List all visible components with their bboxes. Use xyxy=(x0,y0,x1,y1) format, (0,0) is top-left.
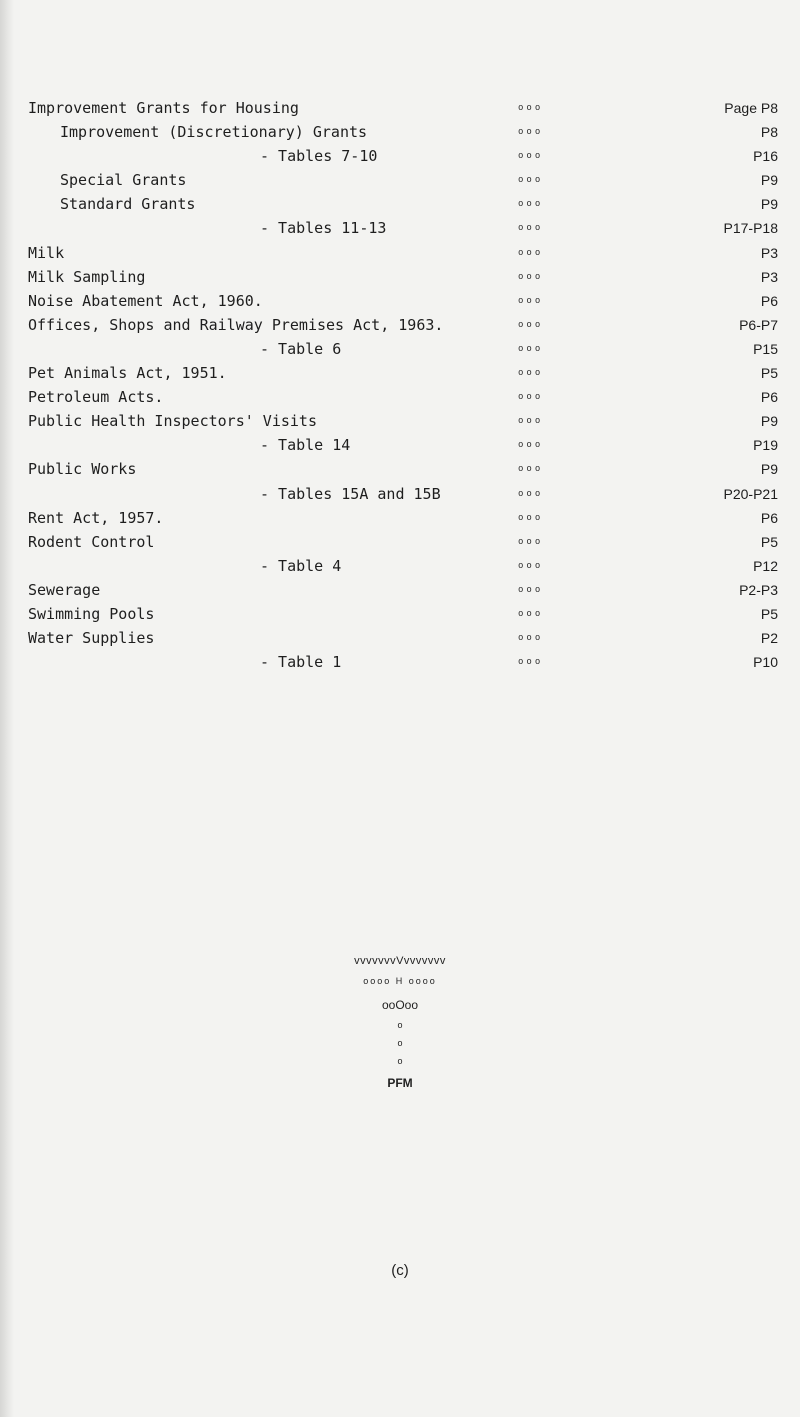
index-entry xyxy=(28,650,778,674)
page-number: P2-P3 xyxy=(739,581,778,598)
index-entry-page xyxy=(638,602,778,626)
index-entry xyxy=(28,168,778,192)
index-entry-page xyxy=(638,120,778,144)
leader-dots: ooo xyxy=(518,512,544,523)
index-entry-page xyxy=(638,554,778,578)
leader-dots: ooo xyxy=(518,368,544,379)
page-number: P17-P18 xyxy=(723,220,778,237)
index-entry xyxy=(28,506,778,530)
index-entry-page xyxy=(638,385,778,409)
page-number: P16 xyxy=(753,148,778,165)
ornament-initials: PFM xyxy=(387,1076,413,1090)
page-mark: (c) xyxy=(391,1262,409,1279)
page-number: P5 xyxy=(760,533,778,550)
page-number: P6-P7 xyxy=(739,316,778,333)
page-number: P20-P21 xyxy=(723,485,778,502)
leader-dots: ooo xyxy=(518,103,544,113)
index-entry xyxy=(28,554,778,578)
leader-dots: ooo xyxy=(518,151,544,162)
page-number: P9 xyxy=(760,413,778,430)
index-entry-label: Offices, Shops and Railway Premises Act, 1963. xyxy=(28,315,444,334)
index-entry-label: Rodent Control xyxy=(28,532,155,551)
index-entry-page xyxy=(638,361,778,385)
page-number: P3 xyxy=(760,244,778,261)
index-entry-label: - Table 1 xyxy=(260,653,342,672)
index-entry-page xyxy=(638,650,778,674)
page-number: P6 xyxy=(760,292,778,309)
index-entry-page xyxy=(638,337,778,361)
page-number: P15 xyxy=(753,340,778,357)
ornament-line-6: o xyxy=(397,1056,403,1066)
index-entry-label: Public Health Inspectors' Visits xyxy=(28,412,317,431)
index-entry xyxy=(28,385,778,409)
index-entry-page xyxy=(638,626,778,650)
index-entry-label: - Tables 15A and 15B xyxy=(260,484,441,503)
ornament-line-5: o xyxy=(397,1038,403,1048)
index-entry xyxy=(28,120,778,144)
page-number: P8 xyxy=(760,124,778,141)
index-entry-page xyxy=(638,216,778,240)
ornament-line-2: oooo H oooo xyxy=(363,976,437,986)
index-entry-label: Milk Sampling xyxy=(28,267,146,286)
index-entry-label: Public Works xyxy=(28,460,137,479)
index-entry-page xyxy=(638,192,778,216)
leader-dots: ooo xyxy=(518,271,544,282)
index-entry-label: Noise Abatement Act, 1960. xyxy=(28,291,263,310)
index-entry xyxy=(28,578,778,602)
page-number: P12 xyxy=(753,557,778,574)
index-entry-page xyxy=(638,265,778,289)
index-entry xyxy=(28,602,778,626)
page-number: P9 xyxy=(760,196,778,213)
index-entry xyxy=(28,361,778,385)
index-entry-label: - Table 14 xyxy=(260,436,351,455)
index-entry-label: - Table 6 xyxy=(260,339,342,358)
index-entry xyxy=(28,313,778,337)
index-entry xyxy=(28,192,778,216)
leader-dots: ooo xyxy=(518,223,544,234)
index-entry-page xyxy=(638,506,778,530)
index-entry-label: Water Supplies xyxy=(28,629,155,648)
index-list xyxy=(28,96,778,674)
index-entry-label: Milk xyxy=(28,243,65,262)
leader-dots: ooo xyxy=(518,488,544,499)
index-entry xyxy=(28,216,778,240)
index-entry-page xyxy=(638,313,778,337)
page-number: P6 xyxy=(760,389,778,406)
index-entry xyxy=(28,289,778,313)
leader-dots: ooo xyxy=(518,536,544,547)
index-entry-label: Swimming Pools xyxy=(28,604,155,623)
page-column-label: Page xyxy=(724,100,757,116)
leader-dots: ooo xyxy=(518,416,544,427)
index-entry xyxy=(28,482,778,506)
index-entry xyxy=(28,457,778,481)
leader-dots: ooo xyxy=(518,608,544,619)
index-entry xyxy=(28,265,778,289)
page-number: P19 xyxy=(753,437,778,454)
index-entry-page xyxy=(638,409,778,433)
index-entry-page xyxy=(638,168,778,192)
leader-dots: ooo xyxy=(518,392,544,403)
page-number: P8 xyxy=(760,100,778,116)
page-number: P3 xyxy=(760,268,778,285)
index-entry-page xyxy=(638,530,778,554)
page-number: P6 xyxy=(760,509,778,526)
page-number: P10 xyxy=(753,654,778,671)
index-entry-label: Petroleum Acts. xyxy=(28,388,164,407)
leader-dots: ooo xyxy=(518,560,544,571)
page-edge-shadow xyxy=(0,0,14,1417)
leader-dots: ooo xyxy=(518,657,544,668)
ornament-line-3: ooOoo xyxy=(381,998,419,1012)
index-entry-label: Pet Animals Act, 1951. xyxy=(28,364,227,383)
leader-dots: ooo xyxy=(518,295,544,306)
index-entry xyxy=(28,409,778,433)
index-entry-page xyxy=(638,457,778,481)
index-entry-page xyxy=(638,433,778,457)
leader-dots: ooo xyxy=(518,464,544,475)
index-entry-label: Standard Grants xyxy=(60,195,196,214)
page-number: P5 xyxy=(760,365,778,382)
index-entry-page xyxy=(638,96,778,120)
index-entry-label: Improvement (Discretionary) Grants xyxy=(60,123,368,142)
leader-dots: ooo xyxy=(518,247,544,258)
index-entry-label: Improvement Grants for Housing xyxy=(28,99,299,117)
page-number: P5 xyxy=(760,605,778,622)
index-entry-page xyxy=(638,289,778,313)
leader-dots: ooo xyxy=(518,127,544,138)
leader-dots: ooo xyxy=(518,319,544,330)
index-entry-page xyxy=(638,482,778,506)
index-entry-page xyxy=(638,578,778,602)
page-number: P2 xyxy=(760,630,778,647)
index-entry xyxy=(28,433,778,457)
page-number: P9 xyxy=(760,461,778,478)
index-entry-label: - Tables 7-10 xyxy=(260,147,378,166)
leader-dots: ooo xyxy=(518,343,544,354)
index-entry-label: Special Grants xyxy=(60,171,187,190)
index-entry-label: Sewerage xyxy=(28,580,101,599)
leader-dots: ooo xyxy=(518,175,544,186)
page-number: P9 xyxy=(760,172,778,189)
index-entry-label: Rent Act, 1957. xyxy=(28,508,164,527)
index-entry xyxy=(28,241,778,265)
index-entry xyxy=(28,626,778,650)
index-entry xyxy=(28,144,778,168)
index-entry xyxy=(28,337,778,361)
index-entry-page xyxy=(638,144,778,168)
index-entry xyxy=(28,96,778,120)
leader-dots: ooo xyxy=(518,440,544,451)
leader-dots: ooo xyxy=(518,199,544,210)
index-entry-label: - Tables 11-13 xyxy=(260,219,387,238)
leader-dots: ooo xyxy=(518,584,544,595)
leader-dots: ooo xyxy=(518,633,544,644)
index-entry-page xyxy=(638,241,778,265)
ornament-line-1: vvvvvvvVvvvvvvv xyxy=(354,955,446,967)
index-entry-label: - Table 4 xyxy=(260,556,342,575)
ornament-line-4: o xyxy=(397,1020,403,1030)
index-entry xyxy=(28,530,778,554)
